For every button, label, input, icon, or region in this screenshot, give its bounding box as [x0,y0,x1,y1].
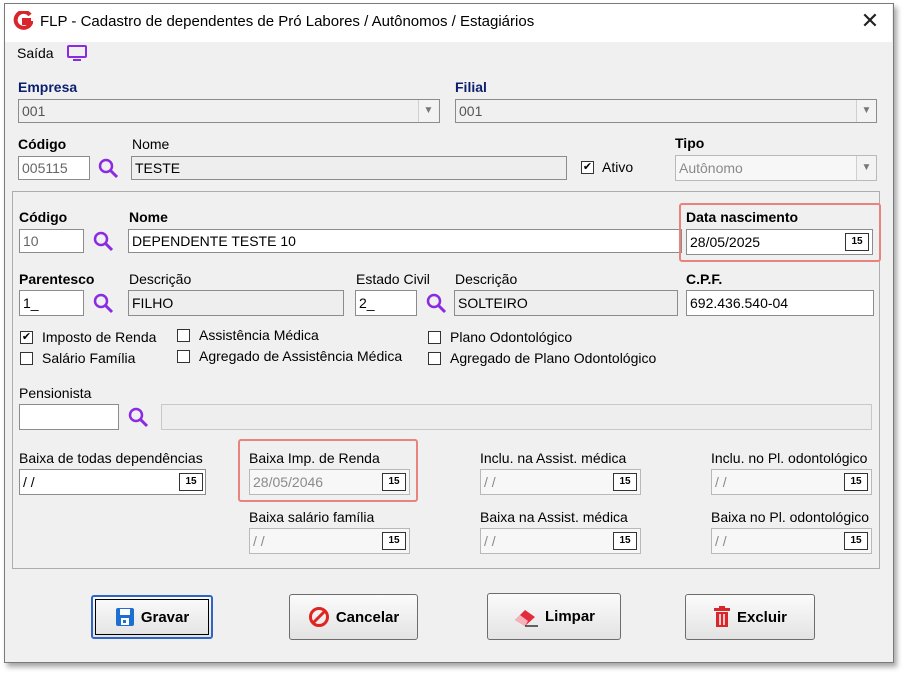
window-title: FLP - Cadastro de dependentes de Pró Labores / Autônomos / Estagiários [40,13,535,30]
dependente-nome-label: Nome [129,209,168,225]
descricao-parentesco-label: Descrição [129,271,192,287]
header-codigo-input[interactable]: 005115 [18,156,90,180]
header-nome-label: Nome [132,136,170,152]
excluir-label: Excluir [736,608,788,626]
salario-familia-checkbox[interactable] [20,352,33,365]
descricao-parentesco-input[interactable]: FILHO [128,290,344,316]
estado-civil-label: Estado Civil [356,271,430,287]
empresa-value: 001 [22,103,46,119]
pensionista-descricao-input[interactable] [161,404,872,430]
cpf-input[interactable]: 692.436.540-04 [686,290,874,316]
inclu-assist-label: Inclu. na Assist. médica [480,450,627,466]
dependente-codigo-label: Código [19,209,68,225]
calendar-icon[interactable]: 15 [844,473,868,491]
empresa-select[interactable] [18,99,440,123]
search-icon[interactable] [92,230,114,252]
monitor-icon[interactable] [66,44,88,62]
excluir-button[interactable] [685,594,815,640]
tipo-label: Tipo [675,135,705,151]
close-icon[interactable]: ✕ [860,8,880,33]
parentesco-input[interactable]: 1_ [19,290,84,316]
baixa-assist-label: Baixa na Assist. médica [480,509,628,525]
filial-label: Filial [455,79,487,95]
ativo-label: Ativo [602,159,634,175]
gravar-label: Gravar [140,608,190,626]
assistencia-medica-label: Assistência Médica [199,327,319,343]
inclu-assist-input[interactable]: / / [480,469,641,495]
imposto-renda-label: Imposto de Renda [42,329,157,345]
empresa-label: Empresa [18,79,78,95]
estado-civil-input[interactable]: 2_ [355,290,417,316]
baixa-imp-renda-input[interactable]: 28/05/2046 [249,469,410,495]
imposto-renda-checkbox[interactable]: ✔ [21,331,32,343]
baixa-odonto-input[interactable]: / / [711,528,872,554]
ativo-checkbox[interactable]: ✔ [582,161,593,173]
descricao-estado-civil-label: Descrição [455,271,518,287]
calendar-icon[interactable]: 15 [382,473,406,491]
baixa-sal-familia-input[interactable]: / / [249,528,410,554]
app-logo-icon [13,11,33,31]
dependente-codigo-input[interactable]: 10 [19,229,84,253]
dependente-nome-input[interactable]: DEPENDENTE TESTE 10 [128,229,682,253]
filial-select[interactable] [455,99,877,123]
agregado-odonto-checkbox[interactable] [428,352,441,365]
search-icon[interactable] [425,292,447,314]
filial-value: 001 [459,103,483,119]
pensionista-input[interactable] [19,404,119,430]
cpf-label: C.P.F. [686,271,723,287]
baixa-odonto-label: Baixa no Pl. odontológico [711,509,869,525]
search-icon[interactable] [92,292,114,314]
cancelar-label: Cancelar [335,608,400,626]
filial-dropdown-icon[interactable]: ▼ [856,100,876,122]
tipo-select[interactable] [675,155,877,181]
data-nascimento-input[interactable]: 28/05/2025 [686,229,873,255]
gravar-button[interactable] [91,595,213,639]
agregado-odonto-label: Agregado de Plano Odontológico [450,350,657,366]
calendar-icon[interactable]: 15 [845,233,869,251]
cancel-icon [308,606,330,628]
tipo-dropdown-icon[interactable]: ▼ [856,156,876,180]
menu-saida[interactable]: Saída [17,45,54,61]
calendar-icon[interactable]: 15 [382,532,406,550]
salario-familia-label: Salário Família [42,350,136,366]
baixa-todas-input[interactable]: / / [19,469,206,495]
data-nascimento-label: Data nascimento [686,209,799,225]
header-nome-input[interactable]: TESTE [131,156,567,180]
search-icon[interactable] [97,157,119,179]
baixa-todas-label: Baixa de todas dependências [19,450,203,466]
agregado-assistencia-checkbox[interactable] [177,350,190,363]
calendar-icon[interactable]: 15 [179,473,203,491]
inclu-odonto-input[interactable]: / / [711,469,872,495]
baixa-assist-input[interactable]: / / [480,528,641,554]
trash-icon [713,606,731,628]
calendar-icon[interactable]: 15 [613,532,637,550]
assistencia-medica-checkbox[interactable] [177,329,190,342]
descricao-estado-civil-input[interactable]: SOLTEIRO [454,290,678,316]
eraser-icon [513,607,539,627]
inclu-odonto-label: Inclu. no Pl. odontológico [711,450,868,466]
calendar-icon[interactable]: 15 [844,532,868,550]
tipo-value: Autônomo [679,160,743,176]
plano-odonto-checkbox[interactable] [428,331,441,344]
save-icon [115,607,135,627]
limpar-button[interactable] [487,593,621,640]
empresa-dropdown-icon[interactable]: ▼ [418,100,438,122]
limpar-label: Limpar [544,608,595,625]
plano-odonto-label: Plano Odontológico [450,329,573,345]
header-codigo-label: Código [18,136,67,152]
baixa-sal-familia-label: Baixa salário família [249,509,375,525]
agregado-assistencia-label: Agregado de Assistência Médica [199,348,403,364]
baixa-imp-renda-label: Baixa Imp. de Renda [249,450,380,466]
parentesco-label: Parentesco [19,271,95,287]
calendar-icon[interactable]: 15 [613,473,637,491]
cancelar-button[interactable] [289,594,418,640]
search-icon[interactable] [127,406,149,428]
pensionista-label: Pensionista [19,385,92,401]
